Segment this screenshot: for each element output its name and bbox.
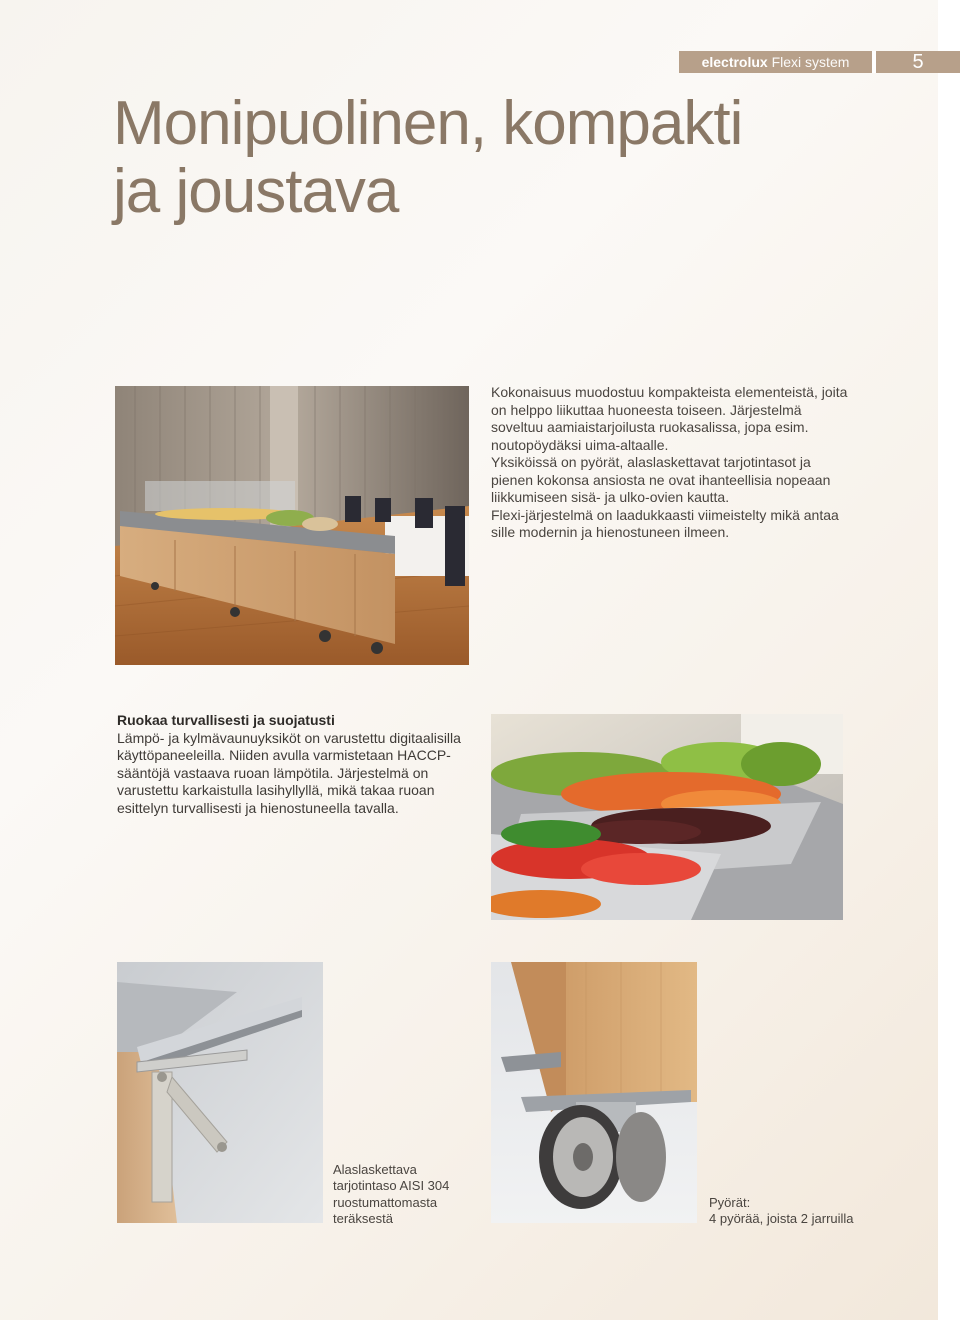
intro-paragraph-1: Kokonaisuus muodostuu kompakteista elementeistä, joita on helppo liikuttaa huoneesta toiseen. Järjestelmä soveltuu aamiaistarjoilusta ruokasalissa, jopa esim. noutopöydäksi uima-altaalle.	[491, 384, 848, 453]
salad-trays-photo	[491, 714, 843, 920]
section-body: Lämpö- ja kylmävaunuyksiköt on varustettu digitaalisilla käyttöpaneeleilla. Niiden avulla varmistetaan HACCP-sääntöjä vastaava ruoan lämpötila. Järjestelmä on varustettu karkaistulla lasihyllyllä, mikä takaa ruoan esittelyn turvallisesti ja hienostuneella tavalla.	[117, 729, 461, 816]
intro-text	[491, 384, 851, 542]
header-bar	[679, 51, 960, 73]
section-heading: Ruokaa turvallisesti ja suojatusti	[117, 712, 335, 728]
wheels-caption-line-1: Pyörät:	[709, 1195, 751, 1210]
food-safety-section	[117, 712, 477, 817]
brand-name: electrolux	[701, 54, 768, 70]
page-title	[113, 90, 833, 226]
tray-caption-line-1: Alaslaskettava	[333, 1162, 417, 1177]
buffet-counter-photo	[115, 386, 469, 665]
wheels-caption-line-2: 4 pyörää, joista 2 jarruilla	[709, 1211, 854, 1227]
product-line: Flexi system	[771, 54, 850, 70]
tray-caption-line-2: tarjotintaso AISI 304	[333, 1178, 450, 1194]
tray-caption-line-3: ruostumattomasta	[333, 1194, 438, 1210]
castor-wheel-photo	[491, 962, 697, 1223]
title-line-2: ja joustava	[113, 157, 399, 226]
title-line-1: Monipuolinen, kompakti	[113, 89, 743, 158]
intro-paragraph-2: Yksiköissä on pyörät, alaslaskettavat tarjotintasot ja pienen kokonsa ansiosta ne ovat ihanteellisia nopeaan liikkumiseen sisä- ja ulko-ovien kautta.	[491, 454, 831, 505]
folding-tray-photo	[117, 962, 323, 1223]
intro-paragraph-3: Flexi-järjestelmä on laadukkaasti viimeistelty mikä antaa sille modernin ja hienostuneen ilmeen.	[491, 506, 839, 540]
page-number: 5	[876, 51, 960, 73]
brand-label	[679, 51, 872, 73]
tray-caption-line-4: teräksestä	[333, 1210, 393, 1226]
tray-caption	[333, 1162, 473, 1227]
wheels-caption	[709, 1195, 869, 1228]
